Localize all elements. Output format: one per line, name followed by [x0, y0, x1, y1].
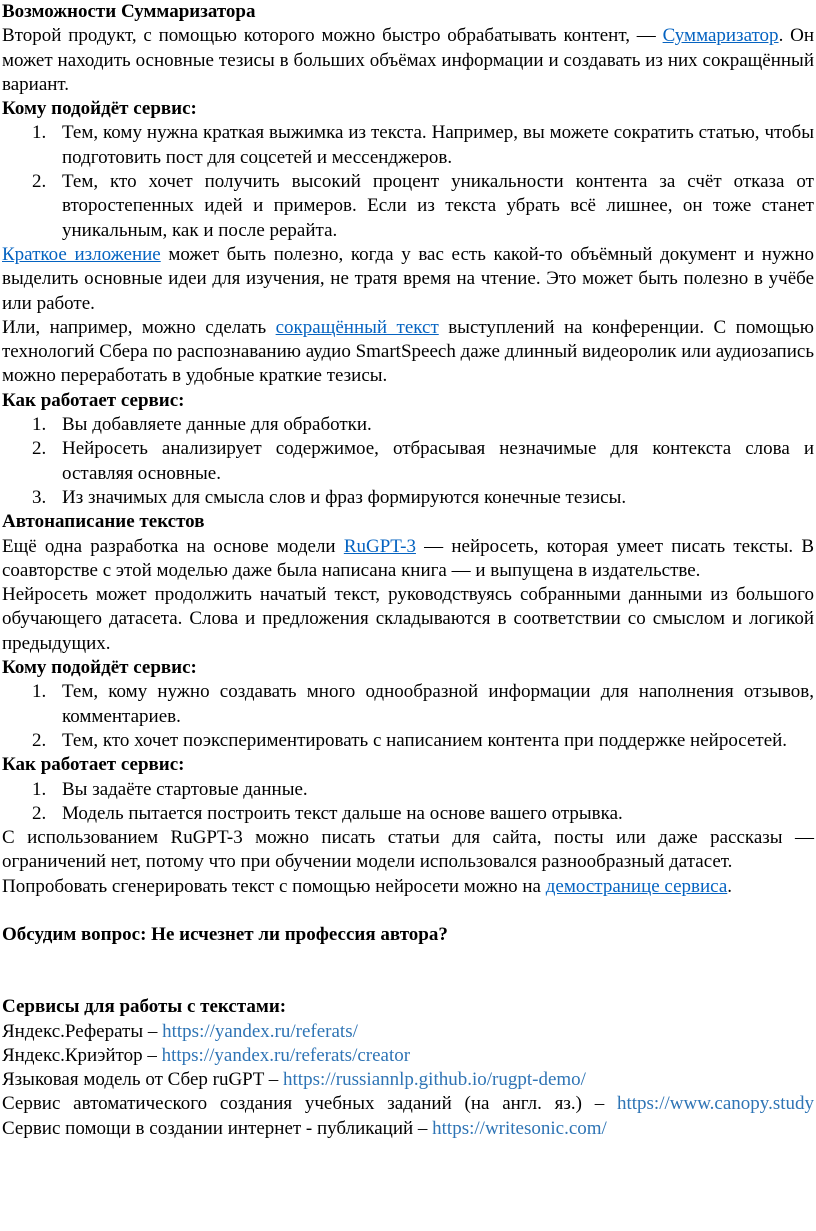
how-list-2	[2, 778, 814, 827]
summarizer-heading: Возможности Суммаризатора	[2, 1, 256, 22]
rugpt3-link[interactable]: RuGPT-3	[343, 535, 416, 557]
summarizer-intro	[2, 24, 814, 97]
autowriting-intro: Ещё одна разработка на основе модели RuGPT-3 — нейросеть, которая умеет писать тексты. В соавторстве с этой моделью даже была написана книга — и выпущена в издательстве.	[2, 535, 814, 581]
list-item: 3. Из значимых для смысла слов и фраз формируются конечные тезисы.	[32, 486, 627, 508]
service-rugpt: Языковая модель от Сбер ruGPT – https://russiannlp.github.io/rugpt-demo/	[2, 1069, 586, 1091]
list-item: 1. Вы задаёте стартовые данные.	[32, 778, 308, 800]
demo-page-link[interactable]: демостранице сервиса	[545, 875, 728, 897]
spacer	[2, 947, 814, 995]
discussion-question: Обсудим вопрос: Не исчезнет ли профессия автора?	[2, 923, 448, 945]
list-item: 1. Тем, кому нужно создавать много однообразной информации для наполнения отзывов, комментариев.	[32, 681, 814, 727]
autowriting-paragraph-2: Нейросеть может продолжить начатый текст, руководствуясь собранными данными из большого обучающего датасета. Слова и предложения складываются в соответствии со смыслом и логикой предыдущих.	[2, 584, 814, 654]
summary-paragraph: Краткое изложение может быть полезно, когда у вас есть какой-то объёмный документ и нужно выделить основные идеи для изучения, не тратя время на чтение. Это может быть полезно в учёбе или работе.	[2, 243, 814, 314]
service-url[interactable]: https://www.canopy.study	[616, 1093, 814, 1115]
service-url[interactable]: https://yandex.ru/referats/creator	[161, 1044, 411, 1066]
service-yandex-creator: Яндекс.Криэйтор – https://yandex.ru/referats/creator	[2, 1044, 411, 1066]
list-item: 2. Тем, кто хочет поэкспериментировать с написанием контента при поддержке нейросетей.	[32, 729, 788, 751]
who-heading-2: Кому подойдёт сервис:	[2, 657, 197, 679]
spacer	[2, 899, 814, 923]
services-heading: Сервисы для работы с текстами:	[2, 996, 287, 1018]
try-paragraph: Попробовать сгенерировать текст с помощью нейросети можно на демостранице сервиса.	[2, 875, 733, 897]
list-item: 2. Тем, кто хочет получить высокий процент уникальности контента за счёт отказа от второстепенных идей и примеров. Если из текста убрать всё лишнее, он тоже станет уникальным, как и после рерайта.	[32, 171, 814, 241]
service-canopy: Сервис автоматического создания учебных заданий (на англ. яз.) – https://www.canopy.study	[2, 1093, 814, 1115]
shortened-text-paragraph: Или, например, можно сделать сокращённый текст выступлений на конференции. С помощью технологий Сбера по распознаванию аудио SmartSpeech даже длинный видеоролик или аудиозапись можно переработать в удобные краткие тезисы.	[2, 316, 814, 387]
who-list-2	[2, 680, 814, 753]
how-heading-1: Как работает сервис:	[2, 389, 185, 411]
how-list-1	[2, 413, 814, 510]
service-url[interactable]: https://russiannlp.github.io/rugpt-demo/	[283, 1069, 586, 1091]
autowriting-heading: Автонаписание текстов	[2, 511, 205, 533]
summarizer-intro-rest: . Он может находить основные тезисы в больших объёмах информации и создавать из них сокращённый вариант.	[2, 25, 815, 95]
list-item: 2. Модель пытается построить текст дальше на основе вашего отрывка.	[32, 802, 623, 824]
shortened-text-link[interactable]: сокращённый текст	[275, 316, 439, 338]
service-yandex-referats: Яндекс.Рефераты – https://yandex.ru/referats/	[2, 1020, 358, 1042]
summarizer-intro-text: Второй продукт, с помощью которого можно быстро обрабатывать контент, —	[2, 25, 663, 47]
how-heading-2: Как работает сервис:	[2, 754, 185, 776]
rugpt-usage-paragraph: С использованием RuGPT-3 можно писать статьи для сайта, посты или даже рассказы — ограничений нет, потому что при обучении модели использовался разнообразный датасет.	[2, 827, 814, 873]
who-list-1	[2, 121, 814, 242]
who-heading-1: Кому подойдёт сервис:	[2, 98, 197, 120]
service-url[interactable]: https://yandex.ru/referats/	[162, 1020, 358, 1042]
list-item: 2. Нейросеть анализирует содержимое, отбрасывая незначимые для контекста слова и оставляя основные.	[32, 438, 814, 484]
list-item: 1. Тем, кому нужна краткая выжимка из текста. Например, вы можете сократить статью, чтобы подготовить пост для соцсетей и мессенджеров.	[32, 122, 814, 168]
service-url[interactable]: https://writesonic.com/	[432, 1117, 607, 1139]
summarizer-link[interactable]: Суммаризатор	[662, 25, 779, 47]
service-writesonic: Сервис помощи в создании интернет - публикаций – https://writesonic.com/	[2, 1117, 607, 1139]
list-item: 1. Вы добавляете данные для обработки.	[32, 414, 372, 436]
summary-link[interactable]: Краткое изложение	[2, 243, 161, 265]
